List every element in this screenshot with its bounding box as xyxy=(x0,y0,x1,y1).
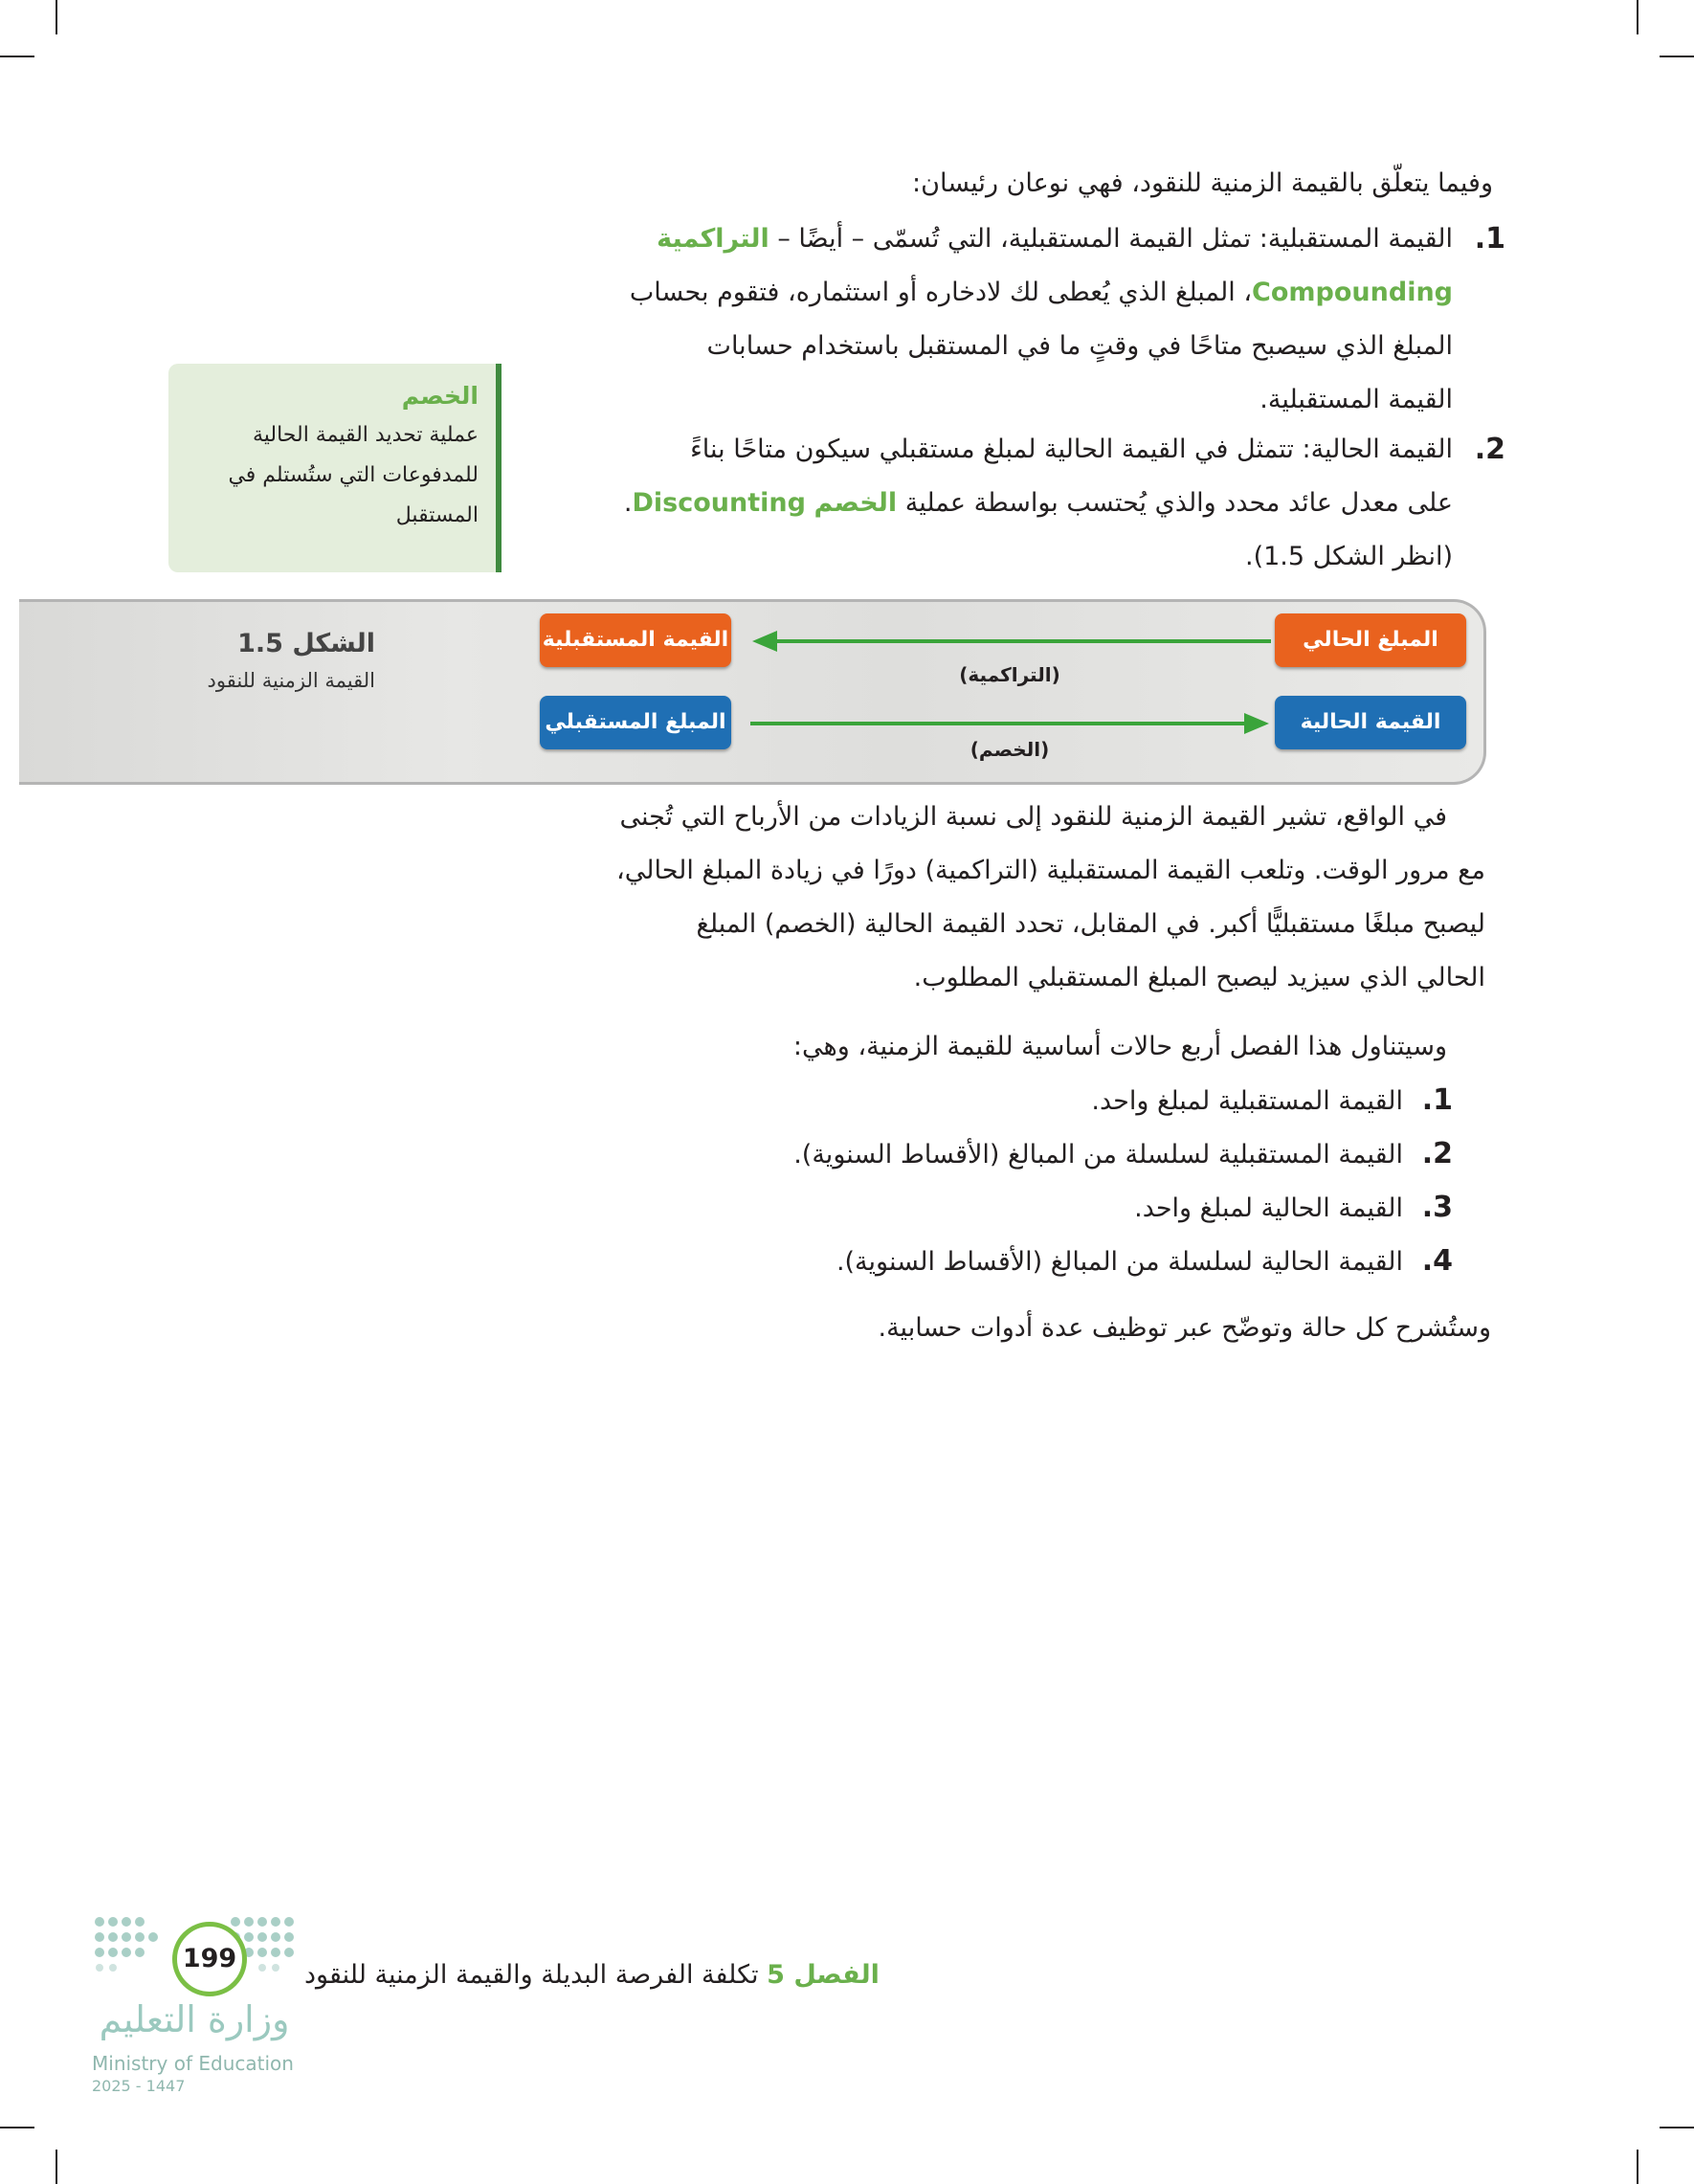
label-compounding: (التراكمية) xyxy=(959,663,1060,686)
case-3-number: 3. xyxy=(1421,1191,1453,1224)
explanation-line-1: في الواقع، تشير القيمة الزمنية للنقود إلى نسبة الزيادات من الأرباح التي تُجنى xyxy=(619,802,1447,832)
type-1-text xyxy=(496,212,1453,427)
type-item-1 xyxy=(496,212,1505,423)
definition-line-3: المستقبل xyxy=(395,503,479,527)
term-discounting-ar: الخصم xyxy=(814,488,898,518)
type-1-line-2: ، المبلغ الذي يُعطى لك لادخاره أو استثماره، فتقوم بحساب xyxy=(629,278,1253,307)
edition-year: 2025 - 1447 xyxy=(92,2077,186,2095)
case-1-number: 1. xyxy=(1421,1083,1453,1117)
label-discounting: (الخصم) xyxy=(970,738,1050,761)
case-2-number: 2. xyxy=(1421,1137,1453,1170)
crop-mark xyxy=(56,0,57,34)
explanation-line-3: ليصبح مبلغًا مستقبليًّا أكبر. في المقابل، تحدد القيمة الحالية (الخصم) المبلغ xyxy=(696,909,1485,939)
definition-title: الخصم xyxy=(401,382,479,410)
crop-mark xyxy=(56,2150,57,2184)
page-number-badge xyxy=(172,1922,247,1996)
case-2 xyxy=(793,1127,1453,1182)
type-2-line-2: على معدل عائد محدد والذي يُحتسب بواسطة عملية xyxy=(897,488,1453,518)
box-present-value: القيمة الحالية xyxy=(1275,696,1466,749)
crop-mark xyxy=(0,56,34,57)
case-3-text: القيمة الحالية لمبلغ واحد. xyxy=(1134,1193,1403,1223)
ministry-name-en: Ministry of Education xyxy=(92,2052,294,2075)
explanation-paragraph xyxy=(528,791,1485,1005)
term-compounding-en: Compounding xyxy=(1252,278,1453,307)
chapter-title: تكلفة الفرصة البديلة والقيمة الزمنية للنقود xyxy=(304,1960,759,1990)
type-2-number: 2. xyxy=(1474,433,1505,466)
intro-paragraph: وفيما يتعلّق بالقيمة الزمنية للنقود، فهي نوعان رئيسان: xyxy=(912,168,1493,198)
type-1-number: 1. xyxy=(1474,222,1505,256)
term-compounding-ar: التراكمية xyxy=(657,224,769,254)
crop-mark xyxy=(1660,2127,1694,2128)
crop-mark xyxy=(1637,2150,1638,2184)
case-3 xyxy=(1134,1181,1453,1236)
compounding-arrow-head xyxy=(752,631,777,652)
explanation-line-4: الحالي الذي سيزيد ليصبح المبلغ المستقبلي المطلوب. xyxy=(913,963,1485,992)
ministry-name-ar: وزارة التعليم xyxy=(99,1998,290,2040)
footer-chapter xyxy=(304,1960,880,1990)
type-item-2 xyxy=(496,423,1505,586)
type-1-line-3: المبلغ الذي سيصبح متاحًا في وقتٍ ما في المستقبل باستخدام حسابات xyxy=(706,331,1453,361)
crop-mark xyxy=(1637,0,1638,34)
discounting-arrow-head xyxy=(1244,713,1269,734)
closing-sentence: وستُشرح كل حالة وتوضّح عبر توظيف عدة أدوات حسابية. xyxy=(878,1313,1491,1343)
type-1-line-1: القيمة المستقبلية: تمثل القيمة المستقبلية، التي تُسمّى – أيضًا – xyxy=(769,224,1453,254)
type-2-text: القيمة الحالية: تتمثل في القيمة الحالية لمبلغ مستقبلي سيكون متاحًا بناءً على معدل عائد محدد والذي يُحتسب بواسطة عملية الخصم Discounting. (انظر الشكل 1.5). xyxy=(496,423,1453,584)
type-2-line-3: (انظر الشكل 1.5). xyxy=(1244,542,1453,571)
chapter-label: الفصل 5 xyxy=(767,1960,880,1990)
page-number: 199 xyxy=(182,1944,237,1973)
crop-mark xyxy=(1660,56,1694,57)
term-discounting-en: Discounting xyxy=(632,488,806,518)
definition-line-1: عملية تحديد القيمة الحالية xyxy=(252,423,479,447)
figure-label: الشكل 1.5 xyxy=(237,629,375,658)
case-4-number: 4. xyxy=(1421,1244,1453,1278)
case-1 xyxy=(1091,1074,1453,1128)
definition-sidebar xyxy=(168,364,502,572)
type-1-line-4: القيمة المستقبلية. xyxy=(1259,385,1453,414)
crop-mark xyxy=(0,2127,34,2128)
case-1-text: القيمة المستقبلية لمبلغ واحد. xyxy=(1091,1086,1403,1116)
definition-line-2: للمدفوعات التي ستُستلم في xyxy=(228,463,479,487)
box-future-value: القيمة المستقبلية xyxy=(540,613,731,667)
case-2-text: القيمة المستقبلية لسلسلة من المبالغ (الأقساط السنوية). xyxy=(793,1140,1403,1170)
type-2-line-1: القيمة الحالية: تتمثل في القيمة الحالية لمبلغ مستقبلي سيكون متاحًا بناءً xyxy=(690,435,1453,464)
case-4-text: القيمة الحالية لسلسلة من المبالغ (الأقساط السنوية). xyxy=(836,1247,1403,1277)
box-future-amount: المبلغ المستقبلي xyxy=(540,696,731,749)
figure-caption: القيمة الزمنية للنقود xyxy=(207,669,375,692)
cases-intro: وسيتناول هذا الفصل أربع حالات أساسية للقيمة الزمنية، وهي: xyxy=(792,1032,1447,1061)
figure-time-value xyxy=(19,599,1486,785)
box-present-amount: المبلغ الحالي xyxy=(1275,613,1466,667)
explanation-line-2: مع مرور الوقت. وتلعب القيمة المستقبلية (التراكمية) دورًا في زيادة المبلغ الحالي، xyxy=(616,856,1485,885)
case-4 xyxy=(836,1235,1453,1289)
